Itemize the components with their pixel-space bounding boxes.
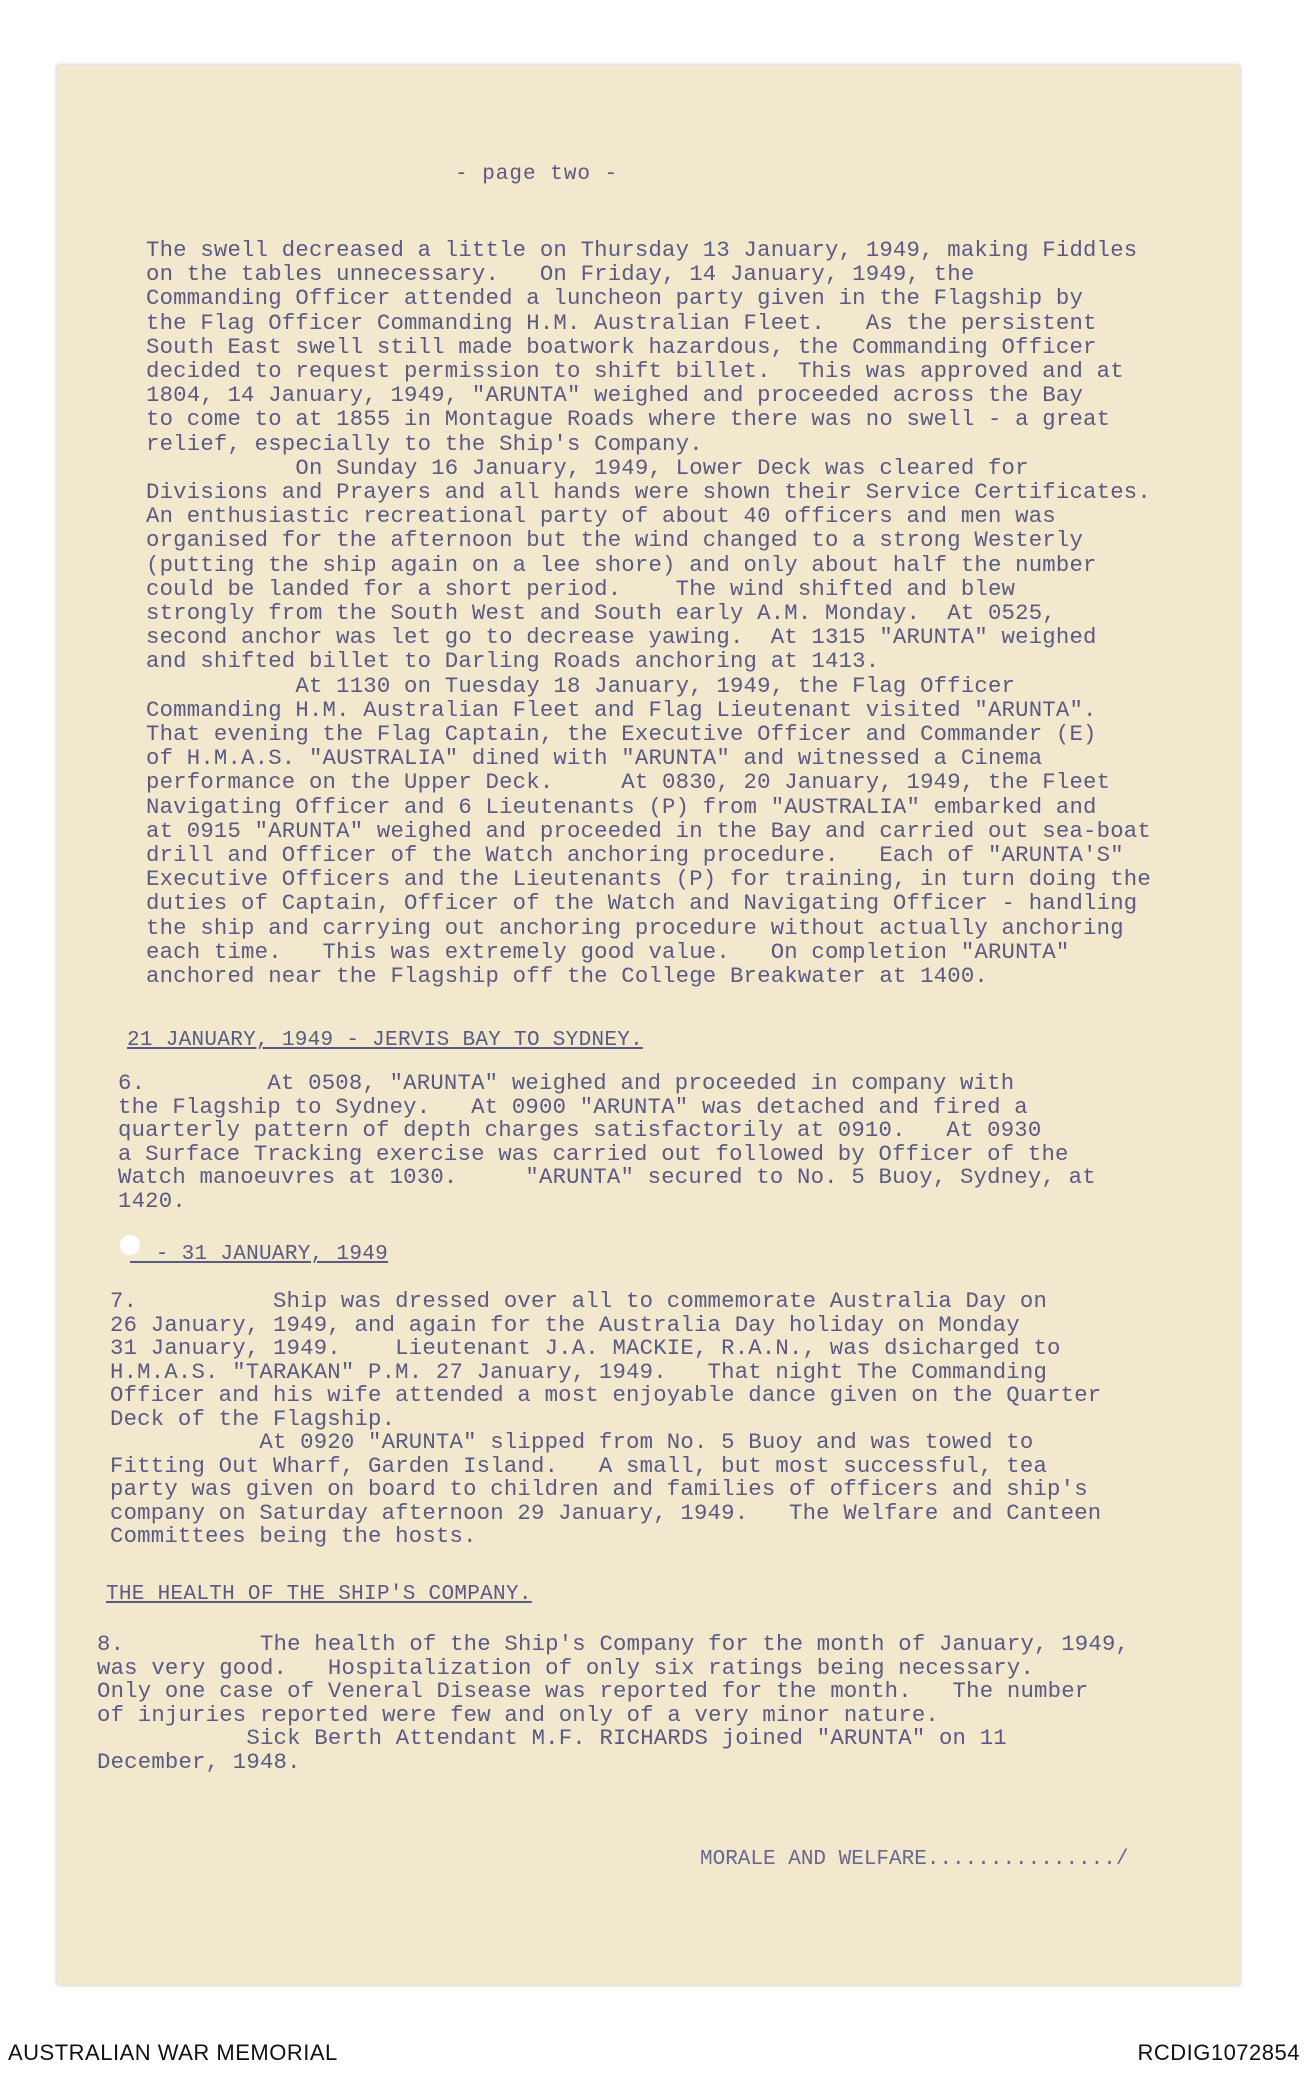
text-line: 1804, 14 January, 1949, "ARUNTA" weighed and proceeded across the Bay xyxy=(146,382,1084,409)
text-line: quarterly pattern of depth charges satisfactorily at 0910. At 0930 xyxy=(118,1117,1042,1143)
text-line: 8. The health of the Ship's Company for the month of January, 1949, xyxy=(97,1631,1130,1657)
text-line: 6. At 0508, "ARUNTA" weighed and proceeded in company with xyxy=(118,1070,1015,1096)
text-line: and shifted billet to Darling Roads anchoring at 1413. xyxy=(146,648,880,675)
text-line: Commanding Officer attended a luncheon party given in the Flagship by xyxy=(146,285,1084,312)
text-line: Deck of the Flagship. xyxy=(110,1405,396,1432)
paragraph-8-health xyxy=(97,1633,1197,1774)
text-line: Only one case of Veneral Disease was reported for the month. The number xyxy=(97,1678,1089,1704)
text-line: performance on the Upper Deck. At 0830, 20 January, 1949, the Fleet xyxy=(146,769,1111,796)
paragraph-7 xyxy=(110,1290,1210,1549)
text-line: could be landed for a short period. The wind shifted and blew xyxy=(146,575,1016,602)
text-line: The swell decreased a little on Thursday 13 January, 1949, making Fiddles xyxy=(146,237,1138,263)
paragraph-jervis-bay-exercises xyxy=(146,238,1246,988)
text-line: That evening the Flag Captain, the Executive Officer and Commander (E) xyxy=(146,721,1097,748)
text-line: the Flagship to Sydney. At 0900 "ARUNTA" was detached and fired a xyxy=(118,1093,1028,1120)
text-line: (putting the ship again on a lee shore) and only about half the number xyxy=(146,551,1097,578)
text-line: Watch manoeuvres at 1030. "ARUNTA" secured to No. 5 Buoy, Sydney, at xyxy=(118,1164,1096,1190)
text-line: company on Saturday afternoon 29 January, 1949. The Welfare and Canteen xyxy=(110,1499,1102,1526)
text-line: Fitting Out Wharf, Garden Island. A small, but most successful, tea xyxy=(110,1452,1048,1479)
text-line: drill and Officer of the Watch anchoring procedure. Each of "ARUNTA'S" xyxy=(146,842,1124,869)
text-line: Divisions and Prayers and all hands were shown their Service Certificates. xyxy=(146,479,1151,506)
continuation-catchword: MORALE AND WELFARE.............../ xyxy=(700,1848,1129,1871)
text-line: December, 1948. xyxy=(97,1748,301,1775)
text-line: At 0920 "ARUNTA" slipped from No. 5 Buoy and was towed to xyxy=(110,1429,1034,1455)
text-line: of injuries reported were few and only of a very minor nature. xyxy=(97,1701,939,1728)
text-line: the ship and carrying out anchoring procedure without actually anchoring xyxy=(146,914,1124,941)
text-line: party was given on board to children and families of officers and ship's xyxy=(110,1476,1088,1502)
text-line: H.M.A.S. "TARAKAN" P.M. 27 January, 1949. That night The Commanding xyxy=(110,1358,1048,1385)
paragraph-6 xyxy=(118,1072,1218,1213)
text-line: Navigating Officer and 6 Lieutenants (P) from "AUSTRALIA" embarked and xyxy=(146,793,1097,820)
text-line: South East swell still made boatwork hazardous, the Commanding Officer xyxy=(146,333,1097,360)
section-heading-health: THE HEALTH OF THE SHIP'S COMPANY. xyxy=(106,1583,532,1606)
text-line: of H.M.A.S. "AUSTRALIA" dined with "ARUNTA" and witnessed a Cinema xyxy=(146,745,1043,772)
text-line: Commanding H.M. Australian Fleet and Flag Lieutenant visited "ARUNTA". xyxy=(146,696,1097,723)
text-line: duties of Captain, Officer of the Watch and Navigating Officer - handling xyxy=(146,890,1138,917)
text-line: strongly from the South West and South early A.M. Monday. At 0525, xyxy=(146,600,1056,627)
text-line: At 1130 on Tuesday 18 January, 1949, the Flag Officer xyxy=(146,672,1016,699)
page-label: - page two - xyxy=(455,163,619,186)
text-line: Committees being the hosts. xyxy=(110,1523,477,1549)
section-heading-31-january: - 31 JANUARY, 1949 xyxy=(130,1243,389,1266)
text-line: at 0915 "ARUNTA" weighed and proceeded in the Bay and carried out sea-boat xyxy=(146,817,1151,844)
text-line: 1420. xyxy=(118,1187,186,1214)
text-line: the Flag Officer Commanding H.M. Australian Fleet. As the persistent xyxy=(146,309,1097,336)
text-line: was very good. Hospitalization of only six ratings being necessary. xyxy=(97,1654,1035,1681)
text-line: An enthusiastic recreational party of about 40 officers and men was xyxy=(146,503,1056,530)
footer-record-id: RCDIG1072854 xyxy=(1137,2040,1300,2065)
text-line: a Surface Tracking exercise was carried out followed by Officer of the xyxy=(118,1140,1069,1167)
text-line: 26 January, 1949, and again for the Australia Day holiday on Monday xyxy=(110,1311,1020,1338)
text-line: relief, especially to the Ship's Company. xyxy=(146,430,703,457)
text-line: on the tables unnecessary. On Friday, 14 January, 1949, the xyxy=(146,261,975,288)
text-line: Executive Officers and the Lieutenants (P) for training, in turn doing the xyxy=(146,866,1151,893)
text-line: Officer and his wife attended a most enjoyable dance given on the Quarter xyxy=(110,1382,1102,1408)
text-line: anchored near the Flagship off the College Breakwater at 1400. xyxy=(146,963,988,990)
text-line: 7. Ship was dressed over all to commemorate Australia Day on xyxy=(110,1288,1048,1314)
text-line: On Sunday 16 January, 1949, Lower Deck was cleared for xyxy=(146,454,1029,481)
text-line: 31 January, 1949. Lieutenant J.A. MACKIE, R.A.N., was dsicharged to xyxy=(110,1335,1061,1361)
text-line: second anchor was let go to decrease yawing. At 1315 "ARUNTA" weighed xyxy=(146,624,1097,651)
text-line: decided to request permission to shift billet. This was approved and at xyxy=(146,358,1124,385)
footer-archive-name: AUSTRALIAN WAR MEMORIAL xyxy=(8,2040,338,2065)
text-line: Sick Berth Attendant M.F. RICHARDS joined "ARUNTA" on 11 xyxy=(97,1725,1007,1751)
section-heading-jervis-bay-to-sydney: 21 JANUARY, 1949 - JERVIS BAY TO SYDNEY. xyxy=(127,1029,644,1052)
text-line: each time. This was extremely good value. On completion "ARUNTA" xyxy=(146,938,1070,965)
text-line: organised for the afternoon but the wind changed to a strong Westerly xyxy=(146,527,1084,554)
text-line: to come to at 1855 in Montague Roads where there was no swell - a great xyxy=(146,406,1111,433)
